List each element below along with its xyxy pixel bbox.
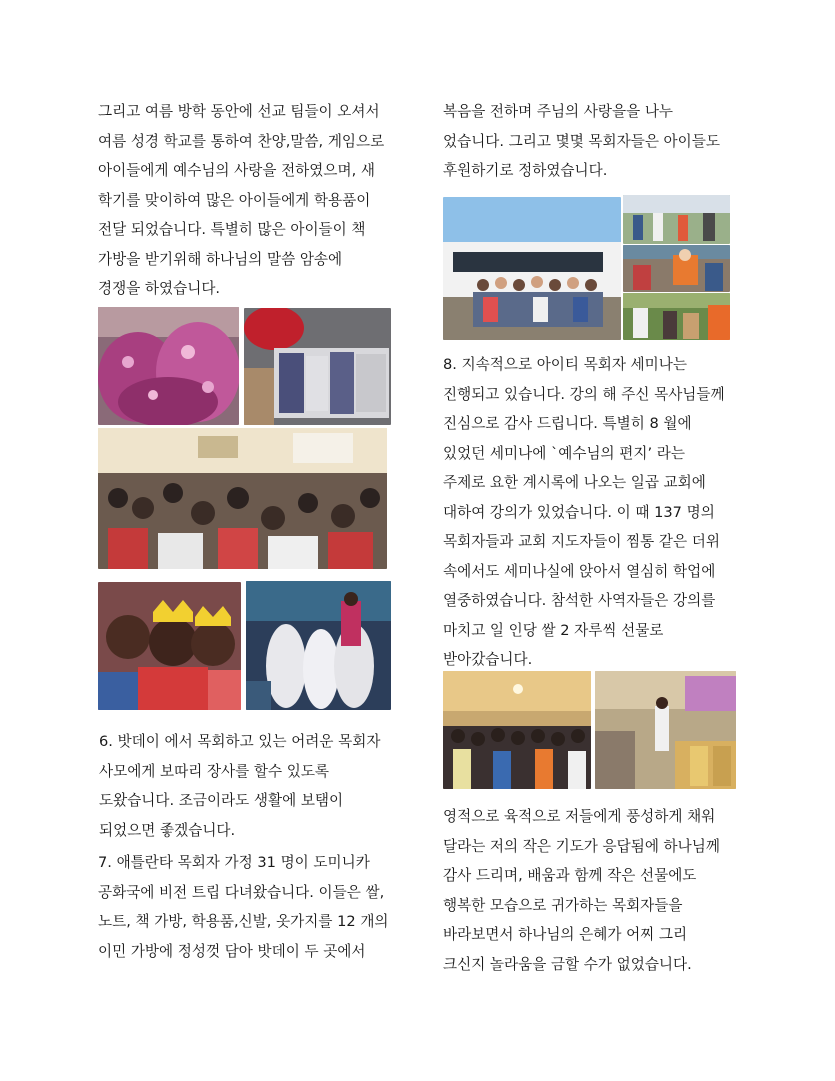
text-line: 영적으로 육적으로 저들에게 풍성하게 채워 (443, 808, 716, 825)
text-line: 전달 되었습니다. 특별히 많은 아이들이 책 (98, 221, 366, 238)
text-line: 8. 지속적으로 아이티 목회자 세미나는 (443, 356, 687, 373)
text-line: 진심으로 감사 드립니다. 특별히 8 월에 (443, 415, 692, 432)
photo-classroom-children (98, 428, 387, 569)
text-line: 아이들에게 예수님의 사랑을 전하였으며, 새 (98, 162, 375, 179)
text-line: 행복한 모습으로 귀가하는 목회자들을 (443, 896, 683, 914)
photo-gift-distribution (623, 245, 730, 292)
text-line: 주제로 요한 계시록에 나오는 일곱 교회에 (443, 474, 706, 491)
text-line: 도왔습니다. 조금이라도 생활에 보탬이 (99, 792, 344, 809)
text-line: 공화국에 비전 트립 다녀왔습니다. 이들은 쌀, (98, 883, 385, 901)
text-line: 경쟁을 하였습니다. (98, 280, 221, 297)
text-line: 크신지 놀라움을 금할 수가 없었습니다. (443, 955, 692, 973)
photo-children-crowns (98, 582, 241, 710)
photo-group-at-bus (443, 197, 621, 340)
left-paragraph-1 (98, 97, 384, 304)
text-line: 속에서도 세미나실에 앉아서 열심히 학업에 (443, 562, 716, 580)
text-line: 가방을 받기위해 하나님의 말씀 암송에 (98, 250, 343, 268)
text-line: 노트, 책 가방, 학용품,신발, 옷가지를 12 개의 (98, 913, 389, 930)
photo-rice-distribution (595, 671, 736, 789)
text-line: 그리고 여름 방학 동안에 선교 팀들이 오셔서 (98, 103, 380, 120)
text-line: 학기를 맞이하여 많은 아이들에게 학용품이 (98, 191, 371, 209)
left-paragraph-2 (99, 727, 380, 845)
text-line: 있었던 세미나에 `예수님의 편지’ 라는 (443, 444, 685, 462)
text-line: 었습니다. 그리고 몇몇 목회자들은 아이들도 (443, 132, 720, 150)
text-line: 7. 애틀란타 목회자 가정 31 명이 도미니카 (98, 854, 370, 871)
left-paragraph-3 (98, 848, 389, 966)
text-line: 감사 드리며, 배움과 함께 작은 선물에도 (443, 867, 697, 884)
photo-seminar-attendees (443, 671, 591, 789)
text-line: 목회자들과 교회 지도자들이 찜통 같은 더위 (443, 533, 720, 550)
text-line: 후원하기로 정하였습니다. (443, 162, 608, 179)
right-paragraph-2 (443, 350, 725, 675)
text-line: 대하여 강의가 있었습니다. 이 때 137 명의 (443, 503, 715, 521)
text-line: 복음을 전하며 주님의 사랑을을 나누 (443, 103, 674, 120)
text-line: 사모에게 보따리 장사를 할수 있도록 (99, 762, 330, 780)
text-line: 열중하였습니다. 참석한 사역자들은 강의를 (443, 592, 716, 609)
text-line: 받아갔습니다. (443, 651, 533, 668)
text-line: 이민 가방에 정성껏 담아 밧데이 두 곳에서 (98, 942, 366, 960)
right-paragraph-3 (443, 802, 720, 979)
text-line: 달라는 저의 작은 기도가 응답됨에 하나님께 (443, 837, 720, 855)
text-line: 여름 성경 학교를 통하여 찬양,말씀, 게임으로 (98, 132, 385, 150)
photo-backpacks (98, 307, 239, 425)
photo-outdoor-visit (623, 293, 730, 340)
text-line: 되었으면 좋겠습니다. (99, 821, 236, 839)
text-line: 6. 밧데이 에서 목회하고 있는 어려운 목회자 (99, 733, 381, 750)
photo-outdoor-gathering (623, 195, 730, 244)
photo-bags-of-goods (246, 581, 391, 710)
right-paragraph-1 (443, 97, 720, 186)
text-line: 진행되고 있습니다. 강의 해 주신 목사님들께 (443, 385, 725, 403)
text-line: 바라보면서 하나님의 은혜가 어찌 그리 (443, 926, 688, 943)
text-line: 마치고 일 인당 쌀 2 자루씩 선물로 (443, 621, 664, 639)
photo-notebooks (244, 308, 391, 425)
